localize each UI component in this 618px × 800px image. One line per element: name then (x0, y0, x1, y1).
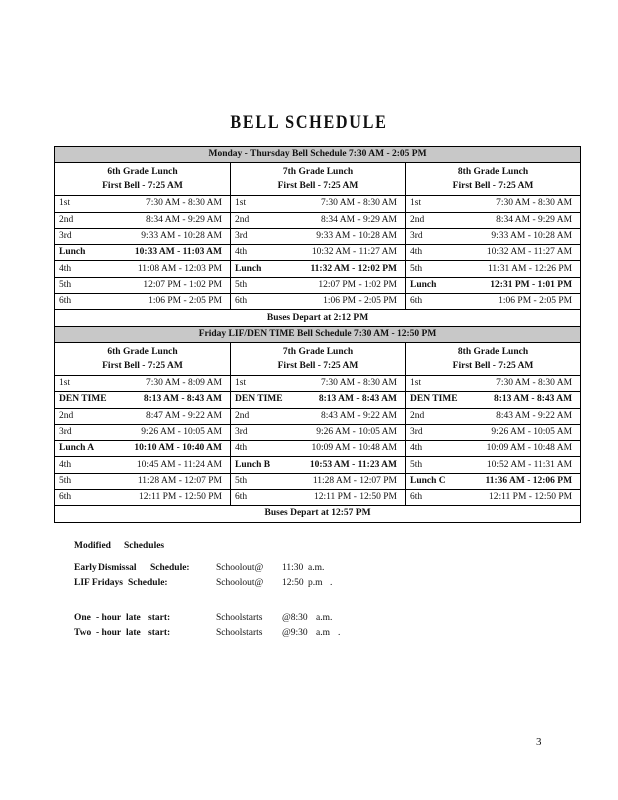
first-bell-label: First Bell - 7:25 AM (452, 181, 534, 192)
period-time: 8:47 AM - 9:22 AM (111, 408, 231, 424)
grade-header-row (55, 163, 581, 196)
period-label: 2nd (231, 212, 287, 228)
period-label: 4th (231, 245, 287, 261)
period-label: 6th (231, 294, 287, 310)
bell-schedule-table (54, 146, 581, 523)
table-row (55, 375, 581, 391)
table-row (55, 424, 581, 440)
schedule-banner: Monday - Thursday Bell Schedule 7:30 AM - 2:05 PM (55, 147, 581, 163)
period-label: 4th (406, 441, 462, 457)
period-label: 1st (406, 196, 462, 212)
period-time: 11:08 AM - 12:03 PM (111, 261, 231, 277)
period-time: 10:09 AM - 10:48 AM (462, 441, 581, 457)
table-row (55, 261, 581, 277)
period-label: 2nd (406, 408, 462, 424)
period-time: 7:30 AM - 8:30 AM (287, 375, 406, 391)
period-label: 1st (55, 196, 111, 212)
period-time: 9:26 AM - 10:05 AM (111, 424, 231, 440)
period-label: 5th (406, 261, 462, 277)
grade-header (231, 342, 406, 375)
period-label: Lunch A (55, 441, 111, 457)
period-time: 9:33 AM - 10:28 AM (462, 228, 581, 244)
period-time: 12:11 PM - 12:50 PM (462, 490, 581, 506)
period-label: 4th (55, 457, 111, 473)
period-time: 10:53 AM - 11:23 AM (287, 457, 406, 473)
lif-4: 12:50 (282, 578, 304, 588)
period-time: 10:32 AM - 11:27 AM (462, 245, 581, 261)
grade-header (406, 163, 581, 196)
one-hour-5: Schoolstarts (216, 613, 263, 623)
period-label: DEN TIME (231, 392, 287, 408)
one-hour-3: late (126, 613, 141, 623)
grade-header (55, 163, 231, 196)
modified-heading-1: Modified (74, 541, 111, 551)
period-time: 9:33 AM - 10:28 AM (111, 228, 231, 244)
table-row (55, 408, 581, 424)
period-time: 10:45 AM - 11:24 AM (111, 457, 231, 473)
period-time: 11:36 AM - 12:06 PM (462, 473, 581, 489)
period-label: 3rd (55, 424, 111, 440)
period-time: 1:06 PM - 2:05 PM (111, 294, 231, 310)
period-time: 7:30 AM - 8:30 AM (287, 196, 406, 212)
period-label: 5th (231, 473, 287, 489)
period-label: 5th (231, 277, 287, 293)
period-time: 10:33 AM - 11:03 AM (111, 245, 231, 261)
period-time: 12:11 PM - 12:50 PM (287, 490, 406, 506)
one-hour-4: start: (148, 613, 171, 623)
early-2: Dismissal (98, 563, 137, 573)
table-row (55, 228, 581, 244)
period-label: 6th (55, 294, 111, 310)
first-bell-label: First Bell - 7:25 AM (102, 181, 183, 192)
period-label: Lunch (231, 261, 287, 277)
period-label: 1st (231, 196, 287, 212)
period-time: 9:33 AM - 10:28 AM (287, 228, 406, 244)
period-label: 3rd (406, 228, 462, 244)
lif-5: p.m (308, 578, 323, 588)
lif-1: LIF Fridays (74, 578, 123, 588)
period-time: 10:52 AM - 11:31 AM (462, 457, 581, 473)
lif-2: Schedule: (128, 578, 168, 588)
period-time: 10:09 AM - 10:48 AM (287, 441, 406, 457)
first-bell-label: First Bell - 7:25 AM (277, 360, 359, 371)
two-hour-1: Two (74, 628, 92, 638)
period-time: 7:30 AM - 8:30 AM (462, 375, 581, 391)
grade-lunch-label: 7th Grade Lunch (282, 346, 354, 357)
grade-lunch-label: 6th Grade Lunch (107, 167, 178, 178)
period-time: 10:10 AM - 10:40 AM (111, 441, 231, 457)
period-label: 6th (55, 490, 111, 506)
table-row (55, 473, 581, 489)
period-label: 6th (231, 490, 287, 506)
table-row (55, 294, 581, 310)
period-label: Lunch (55, 245, 111, 261)
grade-lunch-label: 8th Grade Lunch (457, 346, 529, 357)
period-time: 11:32 AM - 12:02 PM (287, 261, 406, 277)
banner-row (55, 326, 581, 342)
banner-row (55, 147, 581, 163)
period-time: 8:43 AM - 9:22 AM (287, 408, 406, 424)
period-time: 12:31 PM - 1:01 PM (462, 277, 581, 293)
one-hour-7: a.m. (316, 613, 333, 623)
first-bell-label: First Bell - 7:25 AM (277, 181, 359, 192)
early-4: Schoolout@ (216, 563, 264, 573)
two-hour-4: start: (148, 628, 171, 638)
table-row (55, 245, 581, 261)
table-row (55, 490, 581, 506)
period-label: Lunch C (406, 473, 462, 489)
page-number: 3 (536, 736, 542, 748)
lif-6: . (330, 578, 333, 588)
early-5: 11:30 (282, 563, 304, 573)
grade-header (406, 342, 581, 375)
period-time: 12:07 PM - 1:02 PM (111, 277, 231, 293)
period-time: 7:30 AM - 8:30 AM (462, 196, 581, 212)
period-time: 7:30 AM - 8:30 AM (111, 196, 231, 212)
period-time: 12:07 PM - 1:02 PM (287, 277, 406, 293)
period-label: 4th (406, 245, 462, 261)
grade-lunch-label: 6th Grade Lunch (107, 346, 178, 357)
period-time: 10:32 AM - 11:27 AM (287, 245, 406, 261)
period-time: 8:13 AM - 8:43 AM (111, 392, 231, 408)
grade-lunch-label: 7th Grade Lunch (282, 167, 354, 178)
period-time: 8:43 AM - 9:22 AM (462, 408, 581, 424)
period-label: 2nd (55, 408, 111, 424)
buses-depart: Buses Depart at 2:12 PM (55, 310, 581, 326)
period-label: 2nd (231, 408, 287, 424)
period-label: 4th (55, 261, 111, 277)
table-row (55, 392, 581, 408)
period-time: 11:31 AM - 12:26 PM (462, 261, 581, 277)
lif-3: Schoolout@ (216, 578, 264, 588)
first-bell-label: First Bell - 7:25 AM (452, 360, 534, 371)
period-label: Lunch B (231, 457, 287, 473)
grade-header-row (55, 342, 581, 375)
period-time: 12:11 PM - 12:50 PM (111, 490, 231, 506)
grade-header (55, 342, 231, 375)
period-label: 3rd (406, 424, 462, 440)
period-time: 7:30 AM - 8:09 AM (111, 375, 231, 391)
table-row (55, 212, 581, 228)
period-label: 1st (406, 375, 462, 391)
period-label: 4th (231, 441, 287, 457)
period-label: 5th (55, 473, 111, 489)
buses-depart: Buses Depart at 12:57 PM (55, 506, 581, 522)
table-row (55, 277, 581, 293)
page-title: BELL SCHEDULE (230, 112, 388, 133)
one-hour-6: @8:30 (282, 613, 308, 623)
table-row (55, 457, 581, 473)
two-hour-6: @9:30 (282, 628, 308, 638)
period-label: 5th (406, 457, 462, 473)
period-time: 8:34 AM - 9:29 AM (287, 212, 406, 228)
one-hour-2: - hour (96, 613, 122, 623)
two-hour-8: . (338, 628, 341, 638)
period-time: 11:28 AM - 12:07 PM (111, 473, 231, 489)
two-hour-5: Schoolstarts (216, 628, 263, 638)
period-time: 8:13 AM - 8:43 AM (287, 392, 406, 408)
period-label: 5th (55, 277, 111, 293)
period-time: 11:28 AM - 12:07 PM (287, 473, 406, 489)
buses-row (55, 506, 581, 522)
schedule-banner: Friday LIF/DEN TIME Bell Schedule 7:30 AM - 12:50 PM (55, 326, 581, 342)
one-hour-1: One (74, 613, 91, 623)
period-label: 6th (406, 294, 462, 310)
first-bell-label: First Bell - 7:25 AM (102, 360, 183, 371)
period-time: 1:06 PM - 2:05 PM (462, 294, 581, 310)
period-label: 1st (231, 375, 287, 391)
buses-row (55, 310, 581, 326)
grade-lunch-label: 8th Grade Lunch (457, 167, 529, 178)
period-label: 2nd (406, 212, 462, 228)
grade-header (231, 163, 406, 196)
early-1: Early (74, 563, 97, 573)
period-label: 3rd (55, 228, 111, 244)
two-hour-2: - hour (96, 628, 122, 638)
period-time: 1:06 PM - 2:05 PM (287, 294, 406, 310)
period-time: 9:26 AM - 10:05 AM (287, 424, 406, 440)
period-label: 3rd (231, 424, 287, 440)
period-time: 9:26 AM - 10:05 AM (462, 424, 581, 440)
period-label: DEN TIME (406, 392, 462, 408)
period-time: 8:34 AM - 9:29 AM (462, 212, 581, 228)
table-row (55, 441, 581, 457)
table-row (55, 196, 581, 212)
period-label: DEN TIME (55, 392, 111, 408)
modified-heading-2: Schedules (124, 541, 165, 551)
two-hour-3: late (126, 628, 141, 638)
two-hour-7: a.m (316, 628, 330, 638)
period-time: 8:34 AM - 9:29 AM (111, 212, 231, 228)
early-6: a.m. (308, 563, 325, 573)
period-label: 2nd (55, 212, 111, 228)
period-label: 1st (55, 375, 111, 391)
period-time: 8:13 AM - 8:43 AM (462, 392, 581, 408)
early-3: Schedule: (150, 563, 190, 573)
period-label: Lunch (406, 277, 462, 293)
period-label: 6th (406, 490, 462, 506)
period-label: 3rd (231, 228, 287, 244)
